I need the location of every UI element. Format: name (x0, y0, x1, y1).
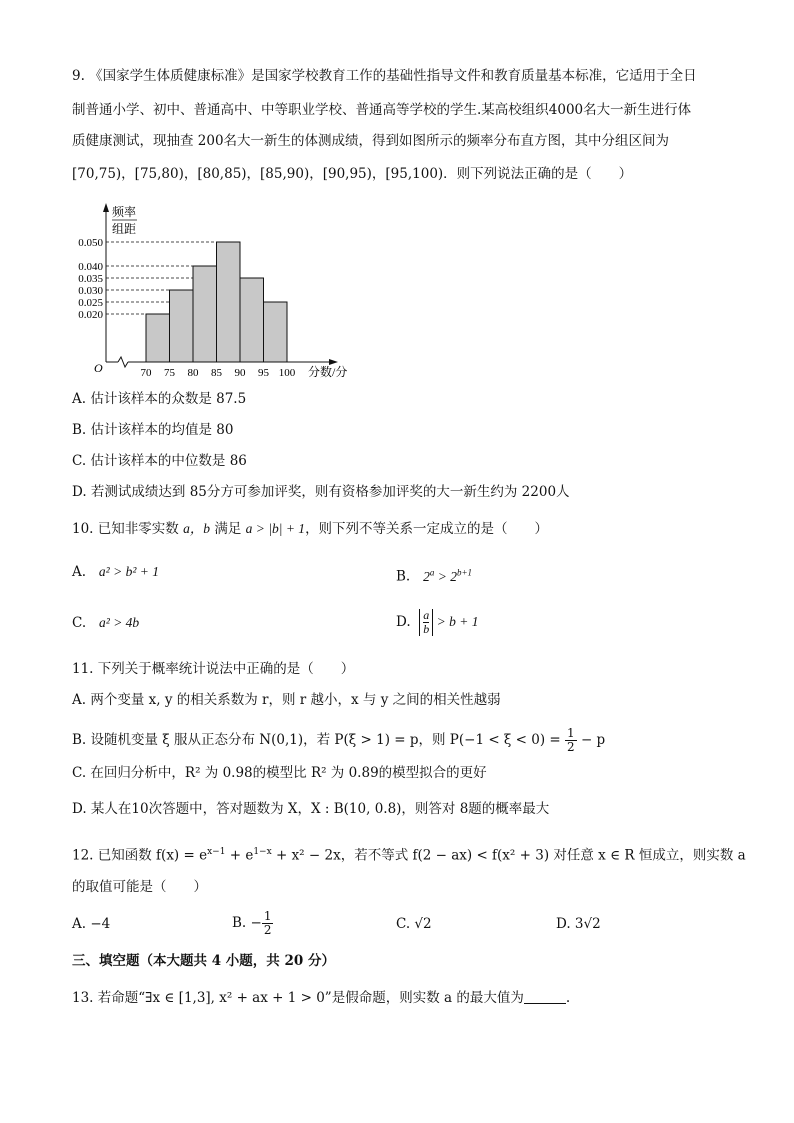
q11-option-b (72, 727, 605, 754)
q10-var-ab: a，b (183, 521, 211, 536)
q9-option-c: C. 估计该样本的中位数是 86 (72, 453, 247, 469)
q12-stem-line-2: 的取值可能是（ ） (72, 879, 207, 895)
q12-option-c: C. √2 (396, 916, 432, 932)
q9-line-4: [70,75)，[75,80)，[80,85)，[85,90)，[90,95)，[95,100)．则下列说法正确的是（ ） (72, 166, 633, 182)
q10-option-b-expr: $2^a > 2^{b+1}$ (423, 567, 473, 584)
q11-option-a: A. 两个变量 x, y 的相关系数为 r，则 r 越小，x 与 y 之间的相关性越弱 (72, 692, 501, 708)
q10-option-a-label: A. (72, 564, 87, 580)
q12-exp1: x−1 (207, 847, 226, 857)
q13-stem-b: . (565, 990, 571, 1006)
q10-stem (72, 519, 548, 539)
y-axis-arrow (103, 203, 109, 212)
q13-stem (72, 988, 570, 1008)
x-tick-label-95: 95 (258, 367, 269, 379)
frequency-histogram (70, 195, 370, 385)
q12-option-b-a: B. − (232, 915, 262, 931)
q10-option-b-label: B. (396, 568, 411, 585)
q9-option-a: A. 估计该样本的众数是 87.5 (72, 391, 247, 407)
bar-[70,75) (146, 314, 170, 362)
q12-stem-b: + e (225, 847, 254, 864)
y-tick-label-0.040: 0.040 (78, 261, 103, 273)
q10-option-b (396, 562, 472, 587)
q12-option-a: A. −4 (72, 916, 111, 932)
bar-[75,80) (170, 290, 194, 362)
section-3-heading: 三、填空题（本大题共 4 小题，共 20 分） (72, 953, 335, 969)
q10-option-c (72, 613, 139, 633)
y-label-bottom: 组距 (112, 222, 137, 236)
q11-option-b-b: − p (580, 732, 606, 748)
origin-label: O (94, 361, 103, 375)
q10-option-d-fraction: $\frac{a}{b}$ (419, 609, 433, 636)
q9-line-1: 9. 《国家学生体质健康标准》是国家学校教育工作的基础性指导文件和教育质量基本标准，它适用于全日 (72, 68, 697, 84)
q12-stem-line-1 (72, 842, 746, 866)
q10-option-d-tail: > b + 1 (433, 614, 479, 629)
q12-option-d: D. 3√2 (556, 916, 601, 932)
q10-stem-b: 满足 (214, 521, 242, 537)
q10-stem-a: 10. 已知非零实数 (72, 521, 179, 537)
y-label-top: 频率 (112, 205, 137, 219)
q10-option-c-label: C. (72, 615, 87, 631)
q10-option-c-expr: a² > 4b (99, 615, 140, 630)
q12-option-b-fraction: $\frac{1}{2}$ (263, 909, 272, 937)
q11-option-b-a: B. 设随机变量 ξ 服从正态分布 N(0,1)，若 P(ξ > 1) = p，则 P(−1 < ξ < 0) = (72, 732, 561, 748)
x-tick-label-90: 90 (234, 367, 246, 379)
x-tick-label-75: 75 (164, 367, 175, 379)
q10-option-a (72, 562, 159, 582)
q9-option-d: D. 若测试成绩达到 85分方可参加评奖，则有资格参加评奖的大一新生约为 2200人 (72, 484, 570, 500)
x-tick-label-100: 100 (278, 367, 296, 379)
q12-exp2: 1−x (253, 847, 272, 857)
x-axis-break (118, 357, 128, 367)
bar-[85,90) (217, 242, 241, 362)
q10-stem-c: ，则下列不等关系一定成立的是（ ） (305, 521, 549, 537)
answer-blank[interactable] (524, 989, 566, 1004)
q11-option-d: D. 某人在10次答题中，答对题数为 X，X : B(10, 0.8)，则答对 8题的概率最大 (72, 801, 550, 817)
q12-stem-c: + x² − 2x，若不等式 f(2 − ax) < f(x² + 3) 对任意 x ∈ R 恒成立，则实数 a (271, 847, 746, 864)
x-tick-label-80: 80 (187, 367, 199, 379)
q9-line-2: 制普通小学、初中、普通高中、中等职业学校、普通高等学校的学生.某高校组织4000名大一新生进行体 (72, 102, 692, 118)
bar-[95,100) (264, 302, 288, 362)
bar-[90,95) (240, 278, 264, 362)
y-tick-label-0.035: 0.035 (78, 273, 103, 285)
q11-stem: 11. 下列关于概率统计说法中正确的是（ ） (72, 661, 355, 677)
q12-option-b (232, 905, 273, 941)
y-tick-label-0.020: 0.020 (78, 309, 103, 321)
q10-condition: a > |b| + 1 (245, 521, 306, 536)
y-tick-label-0.050: 0.050 (78, 237, 103, 249)
q10-option-d-label: D. (396, 614, 411, 630)
y-tick-label-0.025: 0.025 (78, 297, 103, 309)
y-tick-label-0.030: 0.030 (78, 285, 103, 297)
q12-stem-a: 12. 已知函数 f(x) = e (72, 847, 208, 864)
x-axis-label: 分数/分 (308, 365, 348, 379)
x-tick-label-70: 70 (140, 367, 152, 379)
bar-[80,85) (193, 266, 217, 362)
q10-option-d (396, 604, 478, 640)
q10-option-a-expr: a² > b² + 1 (98, 564, 159, 579)
q9-line-3: 质健康测试，现抽查 200名大一新生的体测成绩，得到如图所示的频率分布直方图，其中分组区间为 (72, 133, 670, 149)
q11-option-c: C. 在回归分析中，R² 为 0.98的模型比 R² 为 0.89的模型拟合的更好 (72, 765, 487, 781)
x-tick-label-85: 85 (211, 367, 222, 379)
q13-stem-a: 13. 若命题“∃x ∈ [1,3], x² + ax + 1 > 0”是假命题，则实数 a 的最大值为 (72, 990, 524, 1006)
q9-option-b: B. 估计该样本的均值是 80 (72, 422, 234, 438)
q11-option-b-fraction: $\frac{1}{2}$ (567, 726, 575, 754)
